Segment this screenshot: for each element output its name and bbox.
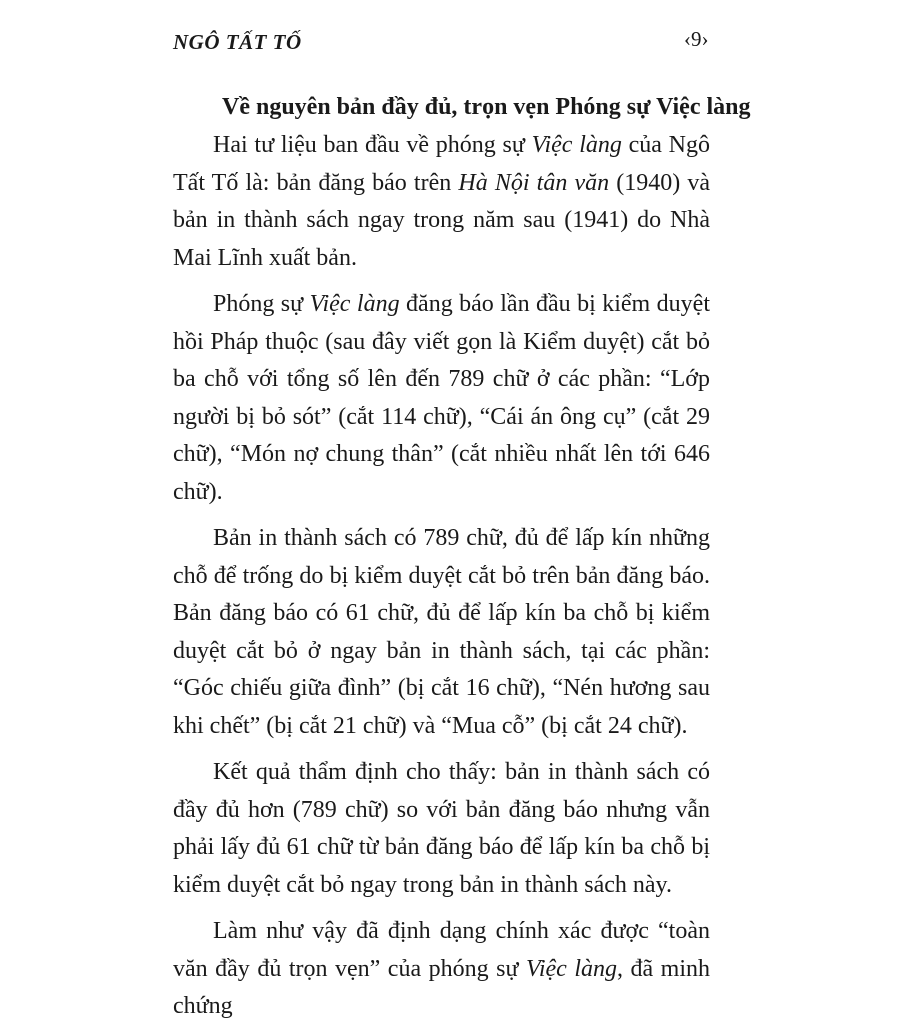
- text-run: Hai tư liệu ban đầu về phóng sự: [213, 132, 532, 158]
- running-head-author: NGÔ TẤT TỐ: [173, 30, 302, 54]
- text-run: của Ngô Tất Tố là: bản đăng báo trên: [173, 132, 710, 196]
- text-run: Phóng sự: [213, 291, 310, 317]
- italic-title-run: Hà Nội tân văn: [458, 169, 610, 196]
- paragraph-5: [173, 913, 710, 1026]
- page-number: ‹9›: [684, 27, 709, 51]
- text-run: đăng báo lần đầu bị kiểm duyệt hồi Pháp thuộc (sau đây viết gọn là Kiểm duyệt) cắt bỏ ba chỗ với tổng số lên đến 789 chữ ở các phần: “Lớp người bị bỏ sót” (cắt 114 chữ), “Cái án ông cụ” (cắt 29 chữ), “Món nợ chung thân” (cắt nhiều nhất lên tới 646 chữ).: [173, 291, 710, 505]
- text-run: (1940) và bản in thành sách ngay trong năm sau (1941) do Nhà Mai Lĩnh xuất bản.: [173, 169, 711, 271]
- italic-title-run: Việc làng: [531, 132, 622, 158]
- paragraph-1: [173, 127, 710, 277]
- body-text: [173, 127, 710, 1035]
- text-run: Bản in thành sách có 789 chữ, đủ để lấp kín những chỗ để trống do bị kiểm duyệt cắt bỏ trên bản đăng báo. Bản đăng báo có 61 chữ, đủ để lấp kín ba chỗ bị kiểm duyệt cắt bỏ ở ngay bản in thành sách, tại các phần: “Góc chiếu giữa đình” (bị cắt 16 chữ), “Nén hương sau khi chết” (bị cắt 21 chữ) và “Mua cỗ” (bị cắt 24 chữ).: [173, 525, 710, 739]
- section-title: Về nguyên bản đầy đủ, trọn vẹn Phóng sự Việc làng: [222, 94, 751, 120]
- paragraph-3: [173, 520, 710, 745]
- text-run: , đã minh chứng: [173, 955, 710, 1019]
- paragraph-2: [173, 286, 710, 511]
- text-run: Kết quả thẩm định cho thấy: bản in thành sách có đầy đủ hơn (789 chữ) so với bản đăng báo nhưng vẫn phải lấy đủ 61 chữ từ bản đăng báo để lấp kín ba chỗ bị kiểm duyệt cắt bỏ ngay trong bản in thành sách này.: [173, 759, 710, 898]
- italic-title-run: Việc làng: [309, 291, 400, 317]
- text-run: Làm như vậy đã định dạng chính xác được “toàn văn đầy đủ trọn vẹn” của phóng sự: [173, 918, 710, 982]
- italic-title-run: Việc làng: [525, 955, 617, 982]
- paragraph-4: [173, 754, 710, 904]
